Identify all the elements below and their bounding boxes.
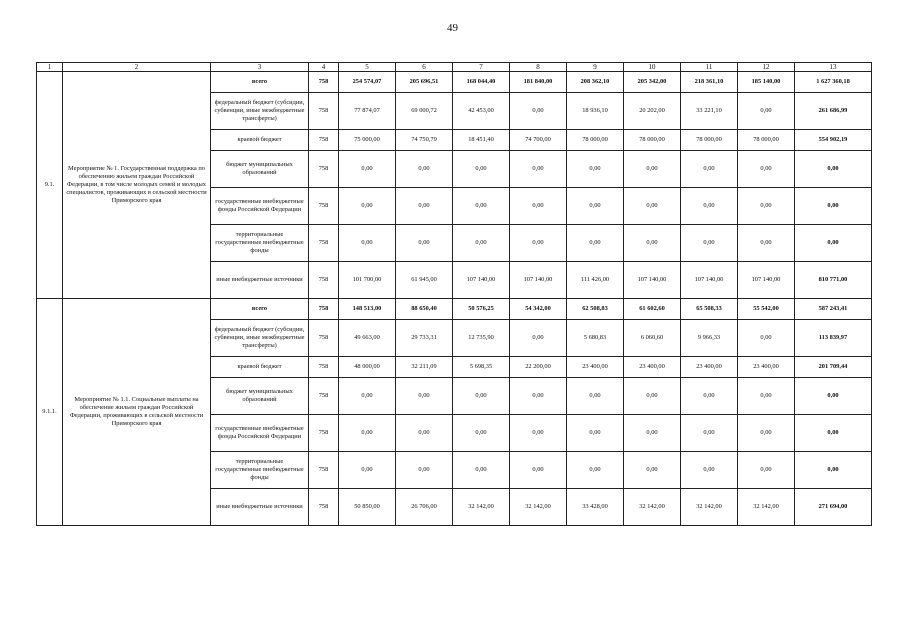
grbs-code: 758 bbox=[309, 357, 339, 378]
year-value: 23 400,00 bbox=[738, 357, 795, 378]
year-value: 0,00 bbox=[339, 188, 396, 225]
year-value: 0,00 bbox=[453, 378, 510, 415]
column-header: 2 bbox=[63, 63, 211, 72]
year-value: 74 750,79 bbox=[396, 130, 453, 151]
year-value: 0,00 bbox=[396, 188, 453, 225]
year-value: 107 140,00 bbox=[453, 262, 510, 299]
year-value: 0,00 bbox=[510, 452, 567, 489]
funding-source: федеральный бюджет (субсидии, субвенции, иные межбюджетные трансферты) bbox=[211, 320, 309, 357]
total-value: 271 694,00 bbox=[795, 489, 872, 526]
year-value: 185 140,00 bbox=[738, 72, 795, 93]
year-value: 0,00 bbox=[453, 415, 510, 452]
year-value: 0,00 bbox=[738, 151, 795, 188]
year-value: 0,00 bbox=[339, 225, 396, 262]
year-value: 33 221,10 bbox=[681, 93, 738, 130]
grbs-code: 758 bbox=[309, 415, 339, 452]
grbs-code: 758 bbox=[309, 188, 339, 225]
year-value: 0,00 bbox=[681, 188, 738, 225]
column-header: 8 bbox=[510, 63, 567, 72]
year-value: 148 513,00 bbox=[339, 299, 396, 320]
year-value: 29 733,31 bbox=[396, 320, 453, 357]
year-value: 0,00 bbox=[624, 188, 681, 225]
year-value: 168 044,40 bbox=[453, 72, 510, 93]
year-value: 0,00 bbox=[681, 415, 738, 452]
column-header: 12 bbox=[738, 63, 795, 72]
page-number: 49 bbox=[447, 22, 458, 34]
year-value: 0,00 bbox=[738, 415, 795, 452]
year-value: 0,00 bbox=[396, 151, 453, 188]
year-value: 218 361,10 bbox=[681, 72, 738, 93]
year-value: 181 840,00 bbox=[510, 72, 567, 93]
year-value: 0,00 bbox=[339, 452, 396, 489]
table-row bbox=[37, 72, 872, 93]
funding-source: иные внебюджетные источники bbox=[211, 262, 309, 299]
year-value: 107 140,00 bbox=[681, 262, 738, 299]
year-value: 78 000,00 bbox=[681, 130, 738, 151]
year-value: 0,00 bbox=[339, 415, 396, 452]
year-value: 78 000,00 bbox=[567, 130, 624, 151]
year-value: 0,00 bbox=[567, 225, 624, 262]
year-value: 75 000,00 bbox=[339, 130, 396, 151]
year-value: 254 574,07 bbox=[339, 72, 396, 93]
year-value: 61 945,00 bbox=[396, 262, 453, 299]
year-value: 32 142,00 bbox=[453, 489, 510, 526]
year-value: 42 453,00 bbox=[453, 93, 510, 130]
year-value: 0,00 bbox=[510, 93, 567, 130]
column-header: 7 bbox=[453, 63, 510, 72]
funding-source: государственные внебюджетные фонды Российской Федерации bbox=[211, 415, 309, 452]
year-value: 9 966,33 bbox=[681, 320, 738, 357]
year-value: 32 142,00 bbox=[681, 489, 738, 526]
event-code: 9.1.1. bbox=[37, 299, 63, 526]
year-value: 0,00 bbox=[510, 378, 567, 415]
column-header: 11 bbox=[681, 63, 738, 72]
header-row bbox=[37, 63, 872, 72]
grbs-code: 758 bbox=[309, 72, 339, 93]
event-code: 9.1. bbox=[37, 72, 63, 299]
total-value: 0,00 bbox=[795, 151, 872, 188]
grbs-code: 758 bbox=[309, 151, 339, 188]
total-value: 1 627 360,18 bbox=[795, 72, 872, 93]
year-value: 0,00 bbox=[510, 151, 567, 188]
year-value: 61 602,60 bbox=[624, 299, 681, 320]
year-value: 5 680,83 bbox=[567, 320, 624, 357]
year-value: 0,00 bbox=[510, 188, 567, 225]
year-value: 33 428,00 bbox=[567, 489, 624, 526]
year-value: 0,00 bbox=[681, 225, 738, 262]
year-value: 50 850,00 bbox=[339, 489, 396, 526]
year-value: 55 542,00 bbox=[738, 299, 795, 320]
grbs-code: 758 bbox=[309, 262, 339, 299]
year-value: 0,00 bbox=[738, 378, 795, 415]
funding-source: всего bbox=[211, 72, 309, 93]
funding-source: всего bbox=[211, 299, 309, 320]
year-value: 0,00 bbox=[624, 378, 681, 415]
year-value: 22 200,00 bbox=[510, 357, 567, 378]
year-value: 6 060,60 bbox=[624, 320, 681, 357]
year-value: 0,00 bbox=[453, 225, 510, 262]
event-title: Мероприятие № 1. Государственная поддержка по обеспечению жильем граждан Российской Федерации, в том числе молодых семей и молодых специалистов, проживающих в сельской местности Приморского края bbox=[63, 72, 211, 299]
total-value: 0,00 bbox=[795, 452, 872, 489]
year-value: 18 936,10 bbox=[567, 93, 624, 130]
year-value: 0,00 bbox=[396, 452, 453, 489]
grbs-code: 758 bbox=[309, 452, 339, 489]
grbs-code: 758 bbox=[309, 130, 339, 151]
year-value: 78 000,00 bbox=[624, 130, 681, 151]
column-header: 6 bbox=[396, 63, 453, 72]
year-value: 0,00 bbox=[681, 151, 738, 188]
column-header: 5 bbox=[339, 63, 396, 72]
year-value: 0,00 bbox=[567, 151, 624, 188]
year-value: 0,00 bbox=[453, 452, 510, 489]
funding-source: федеральный бюджет (субсидии, субвенции, иные межбюджетные трансферты) bbox=[211, 93, 309, 130]
column-header: 3 bbox=[211, 63, 309, 72]
year-value: 0,00 bbox=[396, 225, 453, 262]
year-value: 0,00 bbox=[567, 378, 624, 415]
year-value: 0,00 bbox=[510, 320, 567, 357]
column-header: 10 bbox=[624, 63, 681, 72]
year-value: 0,00 bbox=[738, 320, 795, 357]
year-value: 32 142,00 bbox=[738, 489, 795, 526]
year-value: 54 342,00 bbox=[510, 299, 567, 320]
year-value: 69 000,72 bbox=[396, 93, 453, 130]
year-value: 65 508,33 bbox=[681, 299, 738, 320]
year-value: 0,00 bbox=[624, 415, 681, 452]
year-value: 77 874,07 bbox=[339, 93, 396, 130]
year-value: 5 698,35 bbox=[453, 357, 510, 378]
year-value: 0,00 bbox=[567, 415, 624, 452]
year-value: 32 142,00 bbox=[510, 489, 567, 526]
total-value: 113 839,97 bbox=[795, 320, 872, 357]
year-value: 23 400,00 bbox=[624, 357, 681, 378]
column-header: 4 bbox=[309, 63, 339, 72]
funding-source: краевой бюджет bbox=[211, 130, 309, 151]
year-value: 26 706,00 bbox=[396, 489, 453, 526]
year-value: 48 000,00 bbox=[339, 357, 396, 378]
year-value: 18 451,40 bbox=[453, 130, 510, 151]
year-value: 0,00 bbox=[453, 188, 510, 225]
funding-source: государственные внебюджетные фонды Российской Федерации bbox=[211, 188, 309, 225]
year-value: 0,00 bbox=[681, 452, 738, 489]
total-value: 810 771,00 bbox=[795, 262, 872, 299]
total-value: 0,00 bbox=[795, 415, 872, 452]
year-value: 23 400,00 bbox=[681, 357, 738, 378]
year-value: 0,00 bbox=[510, 225, 567, 262]
grbs-code: 758 bbox=[309, 489, 339, 526]
funding-source: бюджет муниципальных образований bbox=[211, 151, 309, 188]
grbs-code: 758 bbox=[309, 378, 339, 415]
year-value: 107 140,00 bbox=[510, 262, 567, 299]
year-value: 0,00 bbox=[567, 452, 624, 489]
year-value: 32 142,00 bbox=[624, 489, 681, 526]
total-value: 0,00 bbox=[795, 188, 872, 225]
total-value: 0,00 bbox=[795, 225, 872, 262]
total-value: 554 902,19 bbox=[795, 130, 872, 151]
column-header: 1 bbox=[37, 63, 63, 72]
grbs-code: 758 bbox=[309, 93, 339, 130]
total-value: 201 709,44 bbox=[795, 357, 872, 378]
year-value: 0,00 bbox=[396, 378, 453, 415]
year-value: 23 400,00 bbox=[567, 357, 624, 378]
year-value: 0,00 bbox=[396, 415, 453, 452]
column-header: 13 bbox=[795, 63, 872, 72]
year-value: 0,00 bbox=[624, 452, 681, 489]
year-value: 0,00 bbox=[738, 225, 795, 262]
event-title: Мероприятие № 1.1. Социальные выплаты на обеспечение жильем граждан Российской Федерации, проживающих в сельской местности Приморского края bbox=[63, 299, 211, 526]
year-value: 107 140,00 bbox=[738, 262, 795, 299]
year-value: 208 362,10 bbox=[567, 72, 624, 93]
year-value: 12 735,90 bbox=[453, 320, 510, 357]
year-value: 20 202,00 bbox=[624, 93, 681, 130]
year-value: 0,00 bbox=[453, 151, 510, 188]
year-value: 0,00 bbox=[738, 452, 795, 489]
year-value: 107 140,00 bbox=[624, 262, 681, 299]
year-value: 205 342,00 bbox=[624, 72, 681, 93]
funding-source: иные внебюджетные источники bbox=[211, 489, 309, 526]
year-value: 0,00 bbox=[567, 188, 624, 225]
year-value: 88 650,40 bbox=[396, 299, 453, 320]
year-value: 205 696,51 bbox=[396, 72, 453, 93]
total-value: 587 243,41 bbox=[795, 299, 872, 320]
table-row bbox=[37, 299, 872, 320]
year-value: 74 700,00 bbox=[510, 130, 567, 151]
year-value: 0,00 bbox=[681, 378, 738, 415]
grbs-code: 758 bbox=[309, 320, 339, 357]
funding-source: бюджет муниципальных образований bbox=[211, 378, 309, 415]
year-value: 62 508,83 bbox=[567, 299, 624, 320]
grbs-code: 758 bbox=[309, 299, 339, 320]
year-value: 0,00 bbox=[738, 93, 795, 130]
year-value: 49 663,00 bbox=[339, 320, 396, 357]
year-value: 0,00 bbox=[624, 225, 681, 262]
year-value: 50 576,25 bbox=[453, 299, 510, 320]
year-value: 0,00 bbox=[339, 378, 396, 415]
funding-source: территориальные государственные внебюджетные фонды bbox=[211, 452, 309, 489]
funding-source: краевой бюджет bbox=[211, 357, 309, 378]
year-value: 32 211,09 bbox=[396, 357, 453, 378]
budget-table bbox=[36, 62, 872, 526]
year-value: 78 000,00 bbox=[738, 130, 795, 151]
funding-source: территориальные государственные внебюджетные фонды bbox=[211, 225, 309, 262]
year-value: 0,00 bbox=[510, 415, 567, 452]
total-value: 261 686,99 bbox=[795, 93, 872, 130]
year-value: 111 426,00 bbox=[567, 262, 624, 299]
grbs-code: 758 bbox=[309, 225, 339, 262]
column-header: 9 bbox=[567, 63, 624, 72]
year-value: 0,00 bbox=[624, 151, 681, 188]
year-value: 0,00 bbox=[339, 151, 396, 188]
total-value: 0,00 bbox=[795, 378, 872, 415]
year-value: 0,00 bbox=[738, 188, 795, 225]
year-value: 101 700,00 bbox=[339, 262, 396, 299]
